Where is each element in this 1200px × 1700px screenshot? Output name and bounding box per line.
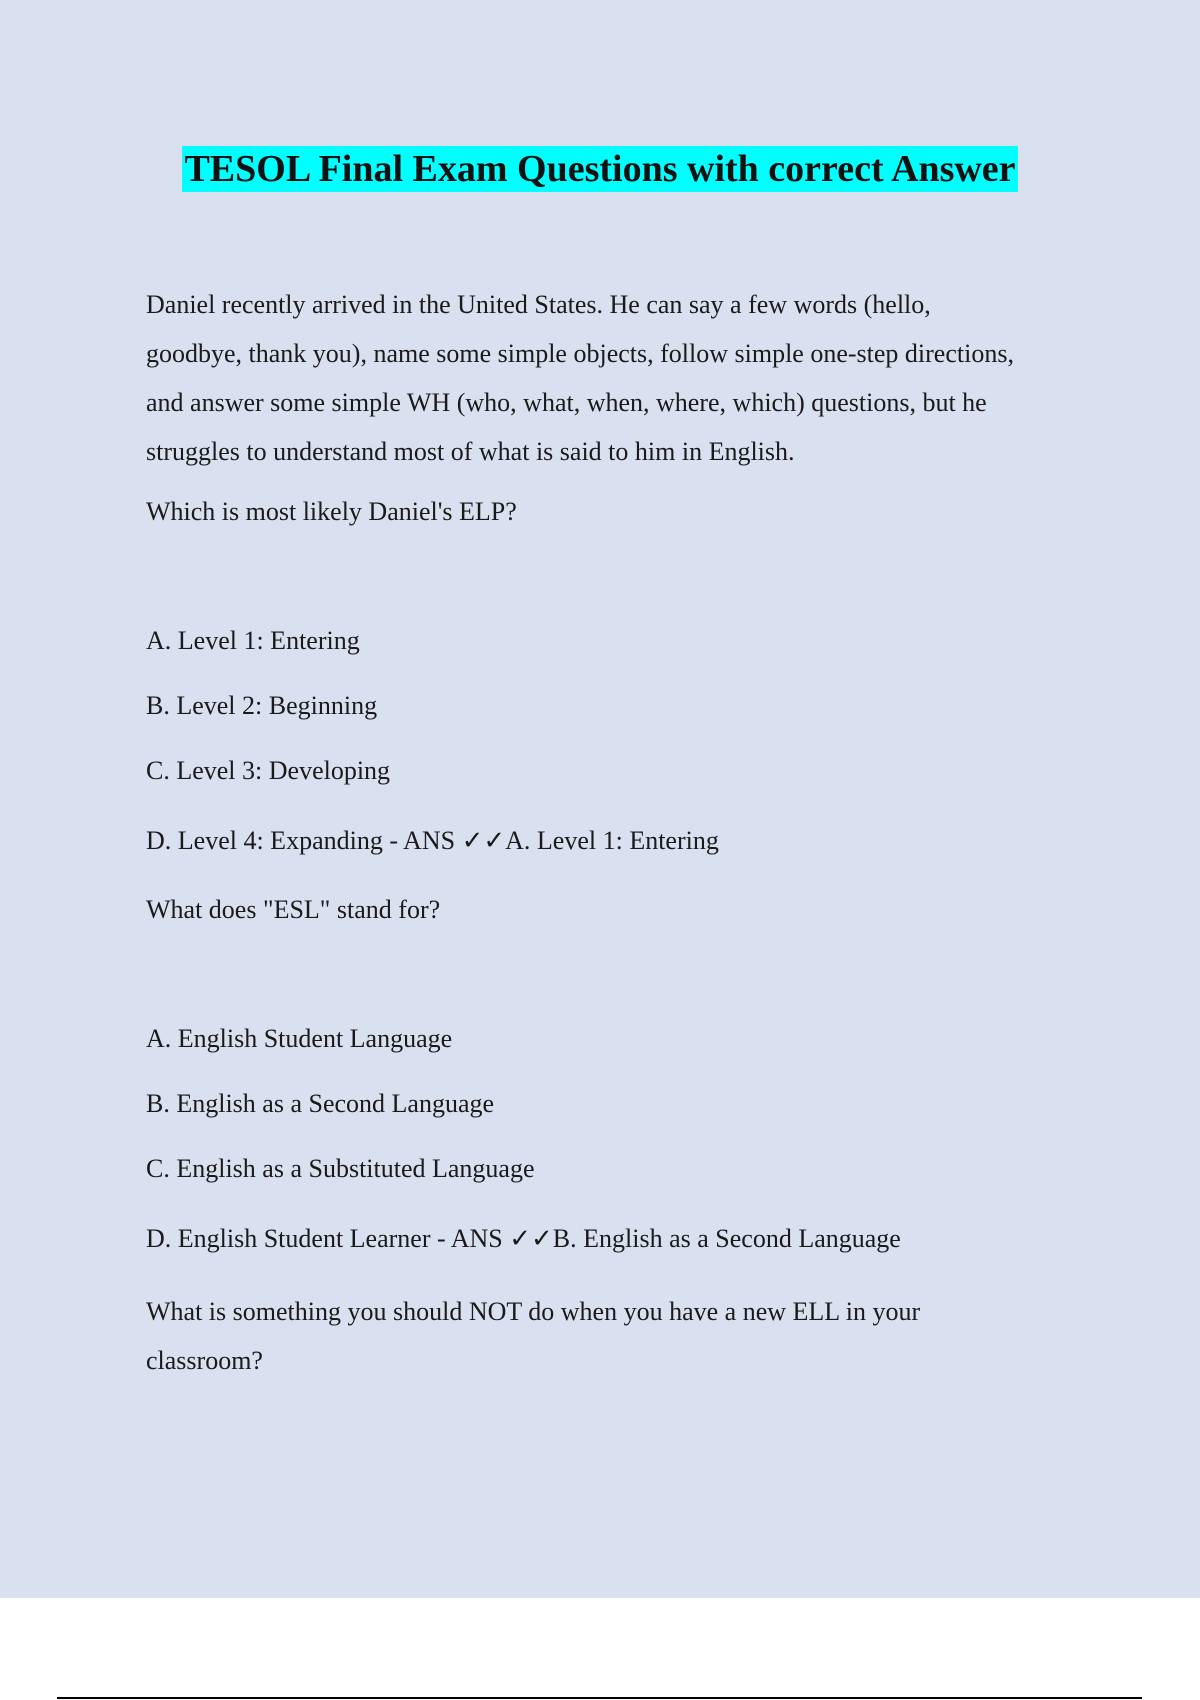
question-3-line: classroom? (146, 1346, 263, 1375)
question-1-stem-line: struggles to understand most of what is said to him in English. (146, 437, 795, 466)
question-2-option-a: A. English Student Language (146, 1024, 453, 1053)
question-1-option-a: A. Level 1: Entering (146, 626, 360, 655)
question-1-stem-line: goodbye, thank you), name some simple objects, follow simple one-step directions, (146, 339, 1014, 368)
question-2-option-b: B. English as a Second Language (146, 1089, 495, 1118)
question-1-option-d-answer: D. Level 4: Expanding - ANS ✓✓A. Level 1: Entering (146, 826, 719, 855)
question-2-prompt: What does "ESL" stand for? (146, 895, 441, 924)
footer-divider (57, 1697, 1142, 1699)
question-1-stem (146, 280, 1096, 476)
question-3-line: What is something you should NOT do when you have a new ELL in your (146, 1297, 921, 1326)
question-2-option-c: C. English as a Substituted Language (146, 1154, 535, 1183)
question-2-option-d-answer: D. English Student Learner - ANS ✓✓B. English as a Second Language (146, 1224, 901, 1253)
question-1-stem-line: and answer some simple WH (who, what, when, where, which) questions, but he (146, 388, 987, 417)
question-3-prompt (146, 1287, 1096, 1385)
question-1-option-b: B. Level 2: Beginning (146, 691, 378, 720)
document-title: TESOL Final Exam Questions with correct Answer (184, 148, 1016, 190)
question-1-prompt: Which is most likely Daniel's ELP? (146, 497, 517, 526)
question-1-stem-line: Daniel recently arrived in the United States. He can say a few words (hello, (146, 290, 931, 319)
question-1-option-c: C. Level 3: Developing (146, 756, 391, 785)
title-container (0, 146, 1200, 192)
